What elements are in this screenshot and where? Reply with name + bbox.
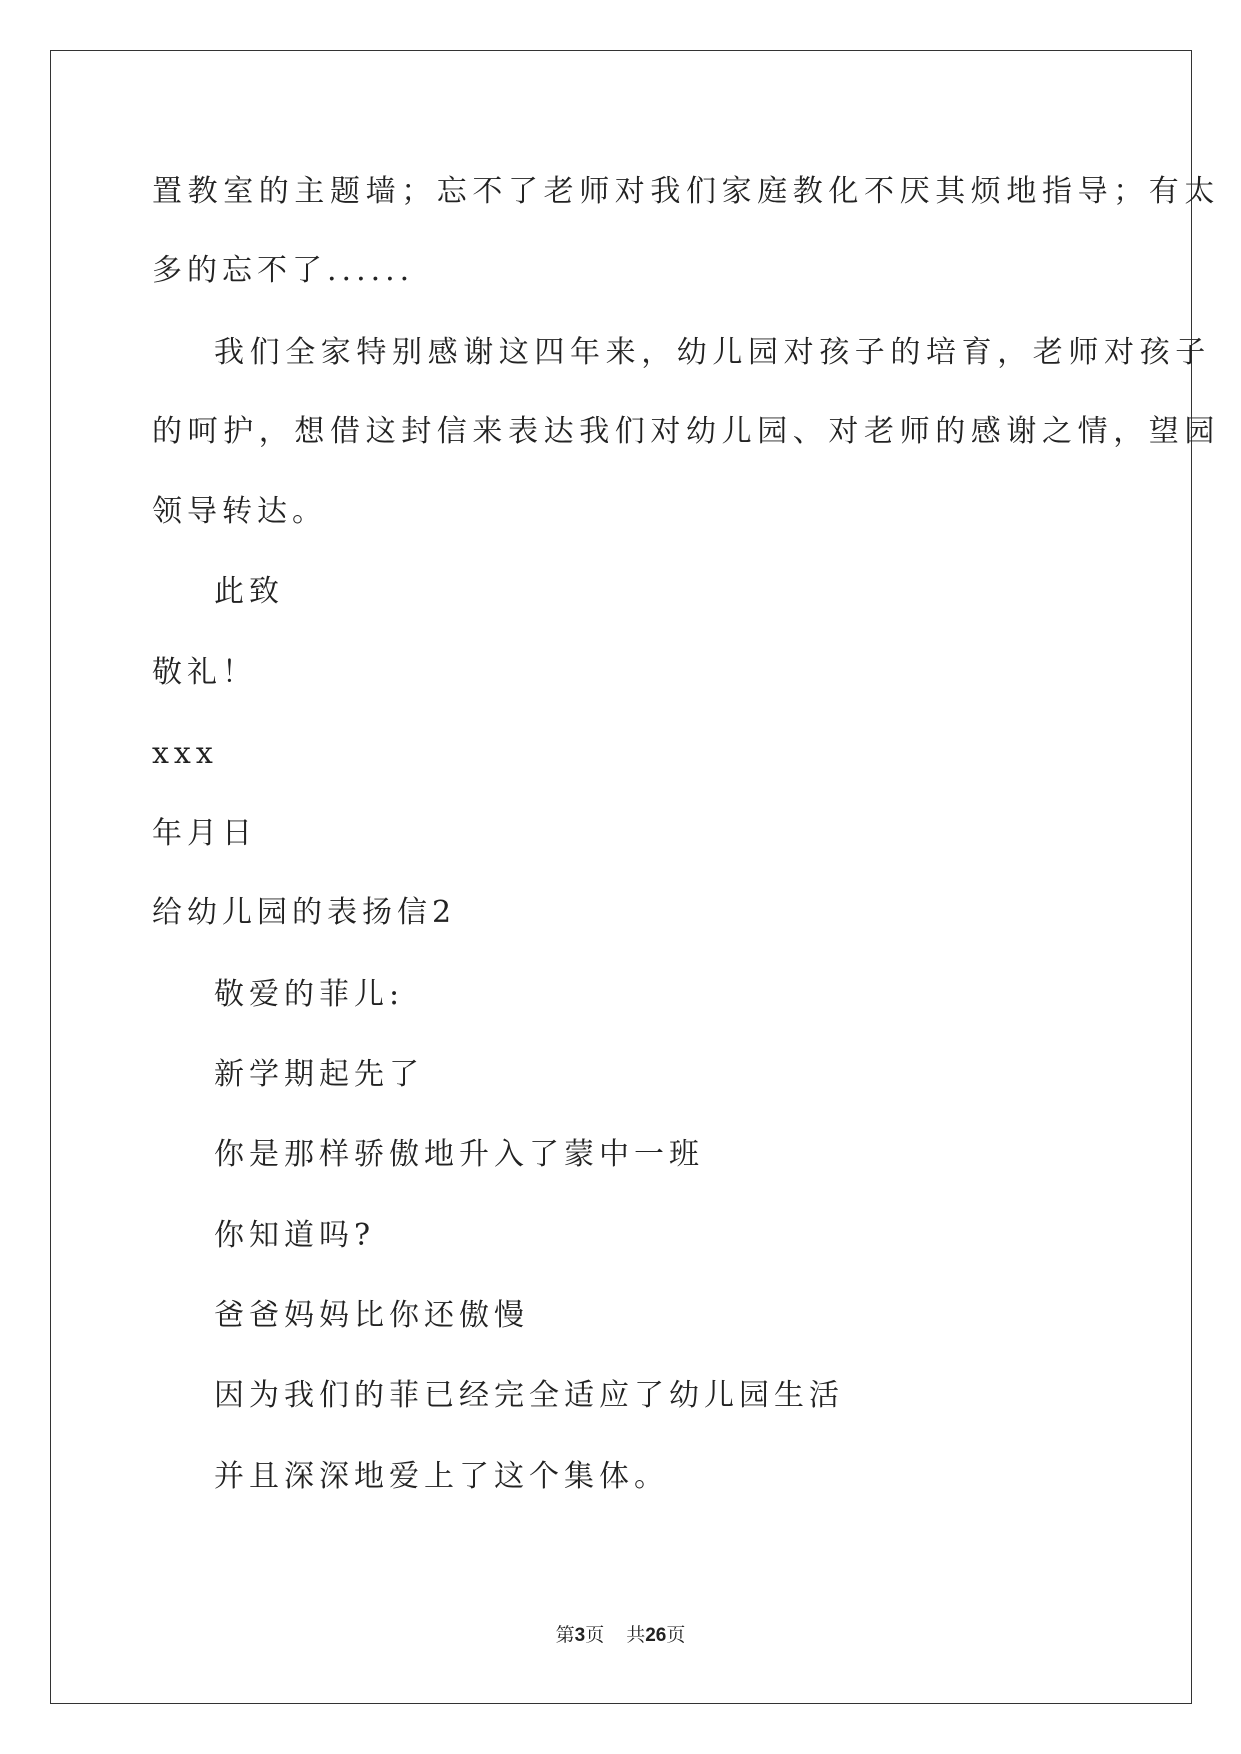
- text-line: 新学期起先了: [214, 1057, 424, 1092]
- current-page-number: 3: [574, 1625, 586, 1646]
- page-border: [50, 50, 1192, 1704]
- text-line: xxx: [152, 736, 218, 771]
- text-line: 并且深深地爱上了这个集体。: [214, 1459, 669, 1494]
- text-line: 敬礼！: [152, 655, 257, 690]
- footer-page-suffix: 页: [585, 1624, 605, 1646]
- text-line: 领导转达。: [152, 494, 327, 529]
- text-line: 爸爸妈妈比你还傲慢: [214, 1298, 529, 1333]
- page-footer: [0, 1623, 1241, 1648]
- text-line: 此致: [214, 574, 284, 609]
- footer-total-suffix: 页: [666, 1624, 686, 1646]
- text-line: 年月日: [152, 816, 257, 851]
- text-line: 我们全家特别感谢这四年来，幼儿园对孩子的培育，老师对孩子: [214, 335, 1211, 370]
- text-line: 你知道吗?: [214, 1218, 376, 1253]
- footer-total-prefix: 共: [626, 1624, 646, 1646]
- footer-prefix: 第: [555, 1624, 575, 1646]
- total-pages-number: 26: [645, 1625, 667, 1646]
- text-line: 因为我们的菲已经完全适应了幼儿园生活: [214, 1378, 844, 1413]
- section-heading: 给幼儿园的表扬信2: [152, 895, 457, 930]
- text-line: 敬爱的菲儿:: [214, 977, 405, 1012]
- text-line: 你是那样骄傲地升入了蒙中一班: [214, 1137, 704, 1172]
- text-line: 置教室的主题墙；忘不了老师对我们家庭教化不厌其烦地指导；有太: [152, 174, 1220, 209]
- text-line: 多的忘不了......: [152, 253, 415, 288]
- text-line: 的呵护，想借这封信来表达我们对幼儿园、对老师的感谢之情，望园: [152, 414, 1220, 449]
